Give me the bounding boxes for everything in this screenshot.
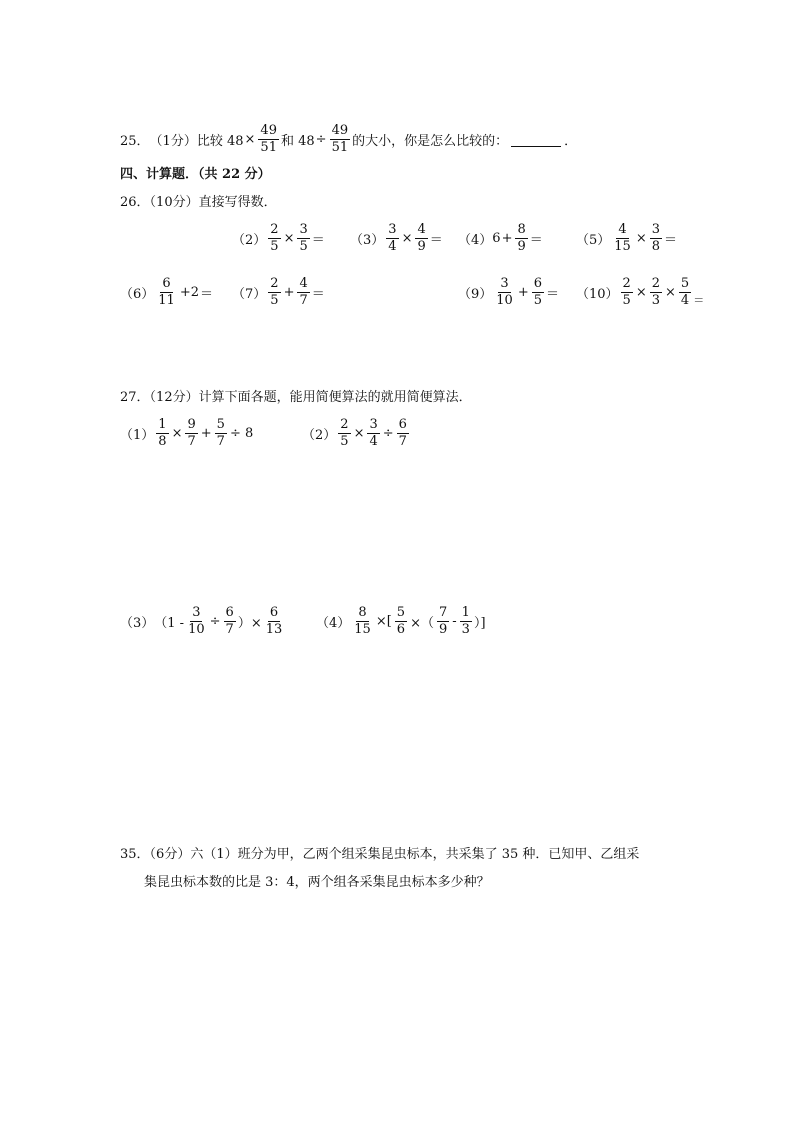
q25-points: （1分） — [149, 134, 197, 149]
q25-text-3: 的大小，你是怎么比较的： — [352, 134, 509, 149]
q25-text-2: 和 48 — [280, 134, 315, 149]
q25-fraction-1: $\frac{49}{51}$ — [260, 123, 277, 155]
q27-header: 27．（12分）计算下面各题，能用简便算法的就用简便算法． — [120, 390, 472, 405]
q26-header: 26．（10分）直接写得数． — [120, 195, 277, 210]
q26-item-3: （3） $\frac{3}{4}$ × $\frac{4}{9}$ ＝ — [350, 222, 443, 254]
section-4-title: 四、计算题．（共 22 分） — [120, 167, 271, 182]
q26-item-4: （4） 6 + $\frac{8}{9}$ ＝ — [458, 222, 543, 254]
q25-fraction-2: $\frac{49}{51}$ — [331, 123, 349, 155]
q25-answer-blank[interactable] — [511, 132, 561, 147]
q25-number: 25． — [120, 134, 150, 149]
q25-end: ． — [564, 134, 578, 149]
q25-line — [120, 124, 577, 155]
q35-line-2: 集昆虫标本数的比是 3：4，两个组各采集昆虫标本多少种？ — [144, 875, 490, 890]
q25-times: × — [244, 132, 256, 147]
q26-item-10: （10） $\frac{2}{5}$ × $\frac{2}{3}$ × $\frac{5}{4}$ ＝ — [576, 276, 705, 308]
q25-divide: ÷ — [315, 132, 327, 147]
q27-problem-2: （2） $\frac{2}{5}$ × $\frac{3}{4}$ ÷ $\frac{6}{7}$ — [302, 417, 407, 449]
q26-item-9: （9） $\frac{3}{10}$ + $\frac{6}{5}$ ＝ — [458, 276, 560, 308]
q26-item-6: （6） $\frac{6}{11}$ +2 ＝ — [120, 276, 214, 308]
q27-problem-3: （3） （1 - $\frac{3}{10}$ ÷ $\frac{6}{7}$ ）× $\frac{6}{13}$ — [120, 605, 283, 637]
q26-item-5: （5） $\frac{4}{15}$ × $\frac{3}{8}$ ＝ — [576, 222, 678, 254]
q26-item-7: （7） $\frac{2}{5}$ + $\frac{4}{7}$ ＝ — [232, 276, 325, 308]
q27-problem-1: （1） $\frac{1}{8}$ × $\frac{9}{7}$ + $\frac{5}{7}$ ÷ 8 — [120, 417, 254, 449]
q35-line-1: 35．（6分）六（1）班分为甲，乙两个组采集昆虫标本，共采集了 35 种．已知甲、乙组采 — [120, 847, 640, 862]
q27-problem-4: （4） $\frac{8}{15}$ ×[ $\frac{5}{6}$ ×（ $\frac{7}{9}$ - $\frac{1}{3}$ ）] — [316, 605, 486, 637]
q25-text-1: 比较 48 — [196, 134, 244, 149]
q26-item-2: （2） $\frac{2}{5}$ × $\frac{3}{5}$ ＝ — [232, 222, 325, 254]
